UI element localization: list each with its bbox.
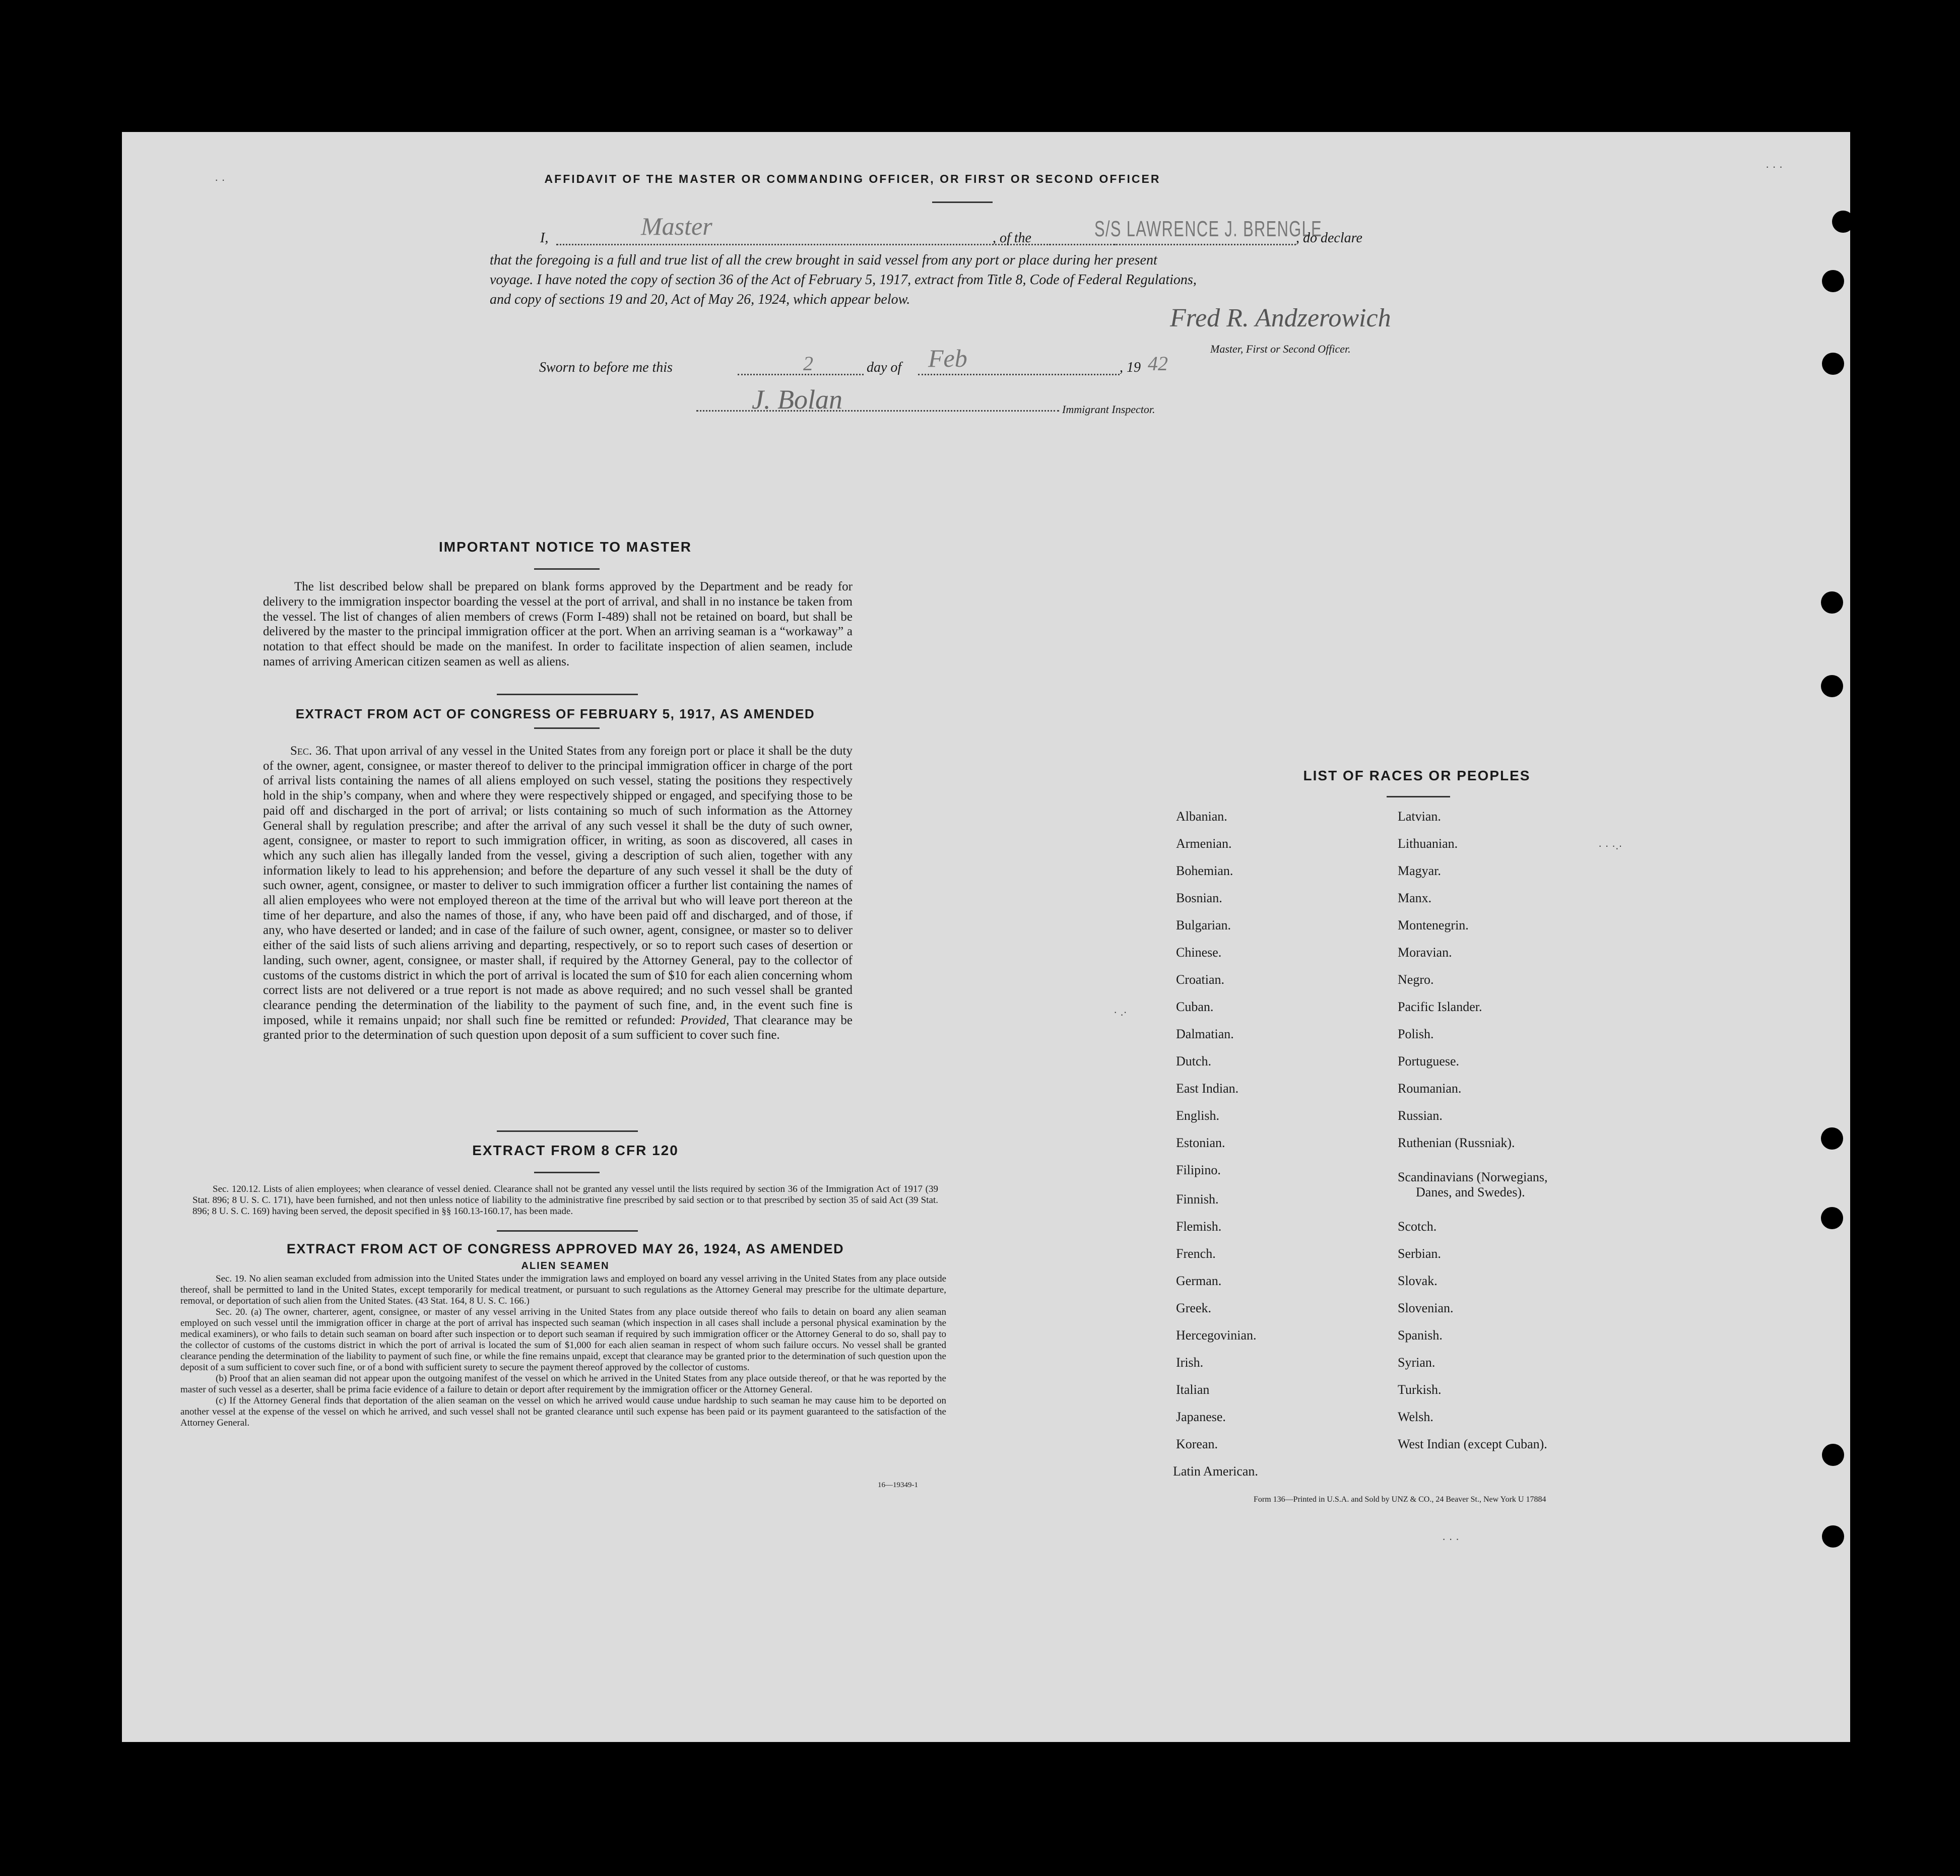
races-title: LIST OF RACES OR PEOPLES bbox=[1303, 768, 1531, 783]
scan-mark: · · bbox=[215, 173, 225, 186]
race-item: Bosnian. bbox=[1176, 891, 1222, 905]
binder-hole bbox=[1822, 353, 1844, 375]
sec-36-text-a: That upon arrival of any vessel in the United States from any foreign port or place it shall be the duty of the owner, agent, consignee, or master thereof to deliver to the principal immigration officer in charge of the port of arrival lists containing the names of all aliens employed on such vessel, stating the positions they respectively hold in the ship’s company, when and where they were respectively shipped or engaged, and specifying those to be paid off and discharged in the port of arrival; or lists containing so much of such information as the Attorney General shall by regulation prescribe; and after the arrival of any such vessel it shall be the duty of such owner, agent, consignee, or master to report to such immigration officer, in writing, as soon as discovered, all cases in which any such alien has illegally landed from the vessel, giving a description of such alien, together with any information likely to lead to his apprehension; and before the departure of any such vessel it shall be the duty of such owner, agent, consignee, or master to deliver to such immigration officer a further list containing the names of all alien employees who were not employed thereon at the time of the arrival but who will leave port thereon at the time of her departure, and also the names of those, if any, who have been paid off and discharged, and of those, if any, who have deserted or landed; and in case of the failure of such owner, agent, consignee, or master so to deliver either of the said lists of such aliens arriving and departing, respectively, or so to report such cases of desertion or landing, such owner, agent, consignee, or master shall, if required by the Attorney General, pay to the collector of customs of the customs district in which the port of arrival is located the sum of $10 for each alien concerning whom correct lists are not delivered or a true report is not made as above required; and no such vessel shall be granted clearance pending the determination of the liability to the payment of such fine, and, in the event such fine is imposed, while it remains unpaid; nor shall such fine be remitted or refunded: bbox=[263, 744, 853, 1027]
print-code: 16—19349-1 bbox=[878, 1481, 918, 1489]
race-item: Dalmatian. bbox=[1176, 1027, 1234, 1041]
race-item: West Indian (except Cuban). bbox=[1398, 1437, 1547, 1451]
binder-hole bbox=[1821, 591, 1843, 614]
scan-mark: · .· bbox=[1114, 1006, 1127, 1018]
race-item: Korean. bbox=[1176, 1437, 1218, 1451]
extract-cfr-rule bbox=[534, 1172, 600, 1173]
race-item: Moravian. bbox=[1398, 945, 1452, 960]
year-hand: 42 bbox=[1148, 352, 1168, 375]
day-of-label: day of bbox=[867, 360, 902, 375]
notice-title-rule bbox=[534, 568, 600, 570]
name-blank bbox=[556, 244, 1116, 245]
inspector-signature: J. Bolan bbox=[752, 384, 842, 415]
race-item: Roumanian. bbox=[1398, 1081, 1462, 1096]
notice-body: The list described below shall be prepared on blank forms approved by the Department and be ready for delivery to the immigration inspector boarding the vessel at the port of arrival, and shall in no instance be taken from the vessel. The list of changes of alien members of crews (Form I-489) shall not be retained on board, but shall be delivered by the master to the principal immigration officer at the port. When an arriving seaman is a “workaway” a notation to that effect should be made on the manifest. In order to facilitate inspection of alien seamen, include names of arriving American citizen seamen as well as aliens. bbox=[263, 580, 853, 668]
race-item: Turkish. bbox=[1398, 1382, 1442, 1397]
affidavit-i-label: I, bbox=[540, 230, 549, 246]
race-item: Magyar. bbox=[1398, 863, 1441, 878]
race-item: English. bbox=[1176, 1108, 1219, 1123]
race-item: Bohemian. bbox=[1176, 863, 1233, 878]
race-item: Russian. bbox=[1398, 1108, 1443, 1123]
race-item: Scotch. bbox=[1398, 1219, 1437, 1234]
notice-rule bbox=[497, 694, 638, 695]
race-item: French. bbox=[1176, 1246, 1216, 1261]
race-item: Greek. bbox=[1176, 1301, 1212, 1315]
sec-20c-text: (c) If the Attorney General finds that deportation of the alien seaman on the vessel on which he arrived would cause undue hardship to such seaman he may cause him to be deported on another vessel at the expense of the vessel on which he arrived, and such vessel shall not be granted clearance until such expense has been paid or its payment guaranteed to the satisfaction of the Attorney General. bbox=[180, 1395, 946, 1428]
race-item: Albanian. bbox=[1176, 809, 1227, 824]
race-item: Chinese. bbox=[1176, 945, 1222, 960]
race-item: Filipino. bbox=[1176, 1163, 1221, 1177]
sworn-day-hand: 2 bbox=[803, 352, 813, 375]
alien-seamen-subtitle: ALIEN SEAMEN bbox=[521, 1260, 610, 1271]
extract-1917-title: EXTRACT FROM ACT OF CONGRESS OF FEBRUARY 5, 1917, AS AMENDED bbox=[295, 706, 815, 721]
extract-1917-end-rule bbox=[497, 1130, 638, 1132]
affidavit-line-2: that the foregoing is a full and true list of all the crew brought in said vessel from any port or place during her present bbox=[490, 252, 1157, 268]
affidavit-title: AFFIDAVIT OF THE MASTER OR COMMANDING OFFICER, OR FIRST OR SECOND OFFICER bbox=[544, 172, 1161, 185]
extract-cfr-end-rule bbox=[497, 1230, 638, 1232]
race-item: Latin American. bbox=[1173, 1464, 1258, 1479]
provided-label: Provided, bbox=[680, 1013, 730, 1027]
extract-1917-body bbox=[263, 744, 853, 1043]
race-item: Lithuanian. bbox=[1398, 836, 1458, 851]
race-item: Negro. bbox=[1398, 972, 1434, 987]
sworn-month-blank bbox=[918, 374, 1120, 375]
extract-1924-title: EXTRACT FROM ACT OF CONGRESS APPROVED MAY 26, 1924, AS AMENDED bbox=[286, 1241, 844, 1256]
vessel-stamp: S/S LAWRENCE J. BRENGLE bbox=[1094, 217, 1323, 241]
race-item: Estonian. bbox=[1176, 1135, 1225, 1150]
races-title-rule bbox=[1387, 796, 1450, 797]
race-item: Scandinavians (Norwegians, bbox=[1398, 1170, 1548, 1184]
race-item: Armenian. bbox=[1176, 836, 1232, 851]
binder-hole bbox=[1832, 211, 1854, 233]
inspector-caption: Immigrant Inspector. bbox=[1062, 403, 1155, 416]
affidavit-line-3: voyage. I have noted the copy of section 36 of the Act of February 5, 1917, extract from Title 8, Code of Federal Regulations, bbox=[490, 272, 1197, 288]
affidavit-line-4: and copy of sections 19 and 20, Act of May 26, 1924, which appear below. bbox=[490, 292, 910, 307]
extract-cfr-title: EXTRACT FROM 8 CFR 120 bbox=[472, 1143, 679, 1158]
race-item: Bulgarian. bbox=[1176, 918, 1231, 932]
affidavit-title-rule bbox=[932, 202, 993, 203]
sec-20a-text: Sec. 20. (a) The owner, charterer, agent, consignee, or master of any vessel arriving in the United States from any place outside thereof who fails to detain on board any alien seaman employed on such vessel until the immigration officer in charge at the port of arrival has inspected such seaman (which inspection in all cases shall include a personal physical examination by the medical examiners), or who fails to detain such seaman on board after such inspection or to deport such seaman if required by such immigration officer or the Attorney General to do so, shall pay to the collector of customs of the customs district in which the port of arrival is located the sum of $1,000 for each alien seaman in respect of whom such failure occurs. No vessel shall be granted clearance pending the determination of the liability to payment of such fine, or while the fine remains unpaid, except that clearance may be granted prior to the determination of such question upon the deposit of a sum sufficient to cover such fine, or of a bond with sufficient surety to secure the payment thereof approved by the collector of customs. bbox=[180, 1307, 946, 1373]
binder-hole bbox=[1822, 1444, 1844, 1466]
form-footer: Form 136—Printed in U.S.A. and Sold by UNZ & CO., 24 Beaver St., New York U 17884 bbox=[1254, 1495, 1546, 1504]
handwritten-title: Master bbox=[641, 212, 712, 240]
race-item: Irish. bbox=[1176, 1355, 1204, 1370]
vessel-blank bbox=[1049, 244, 1296, 245]
extract-cfr-body: Sec. 120.12. Lists of alien employees; when clearance of vessel denied. Clearance shall not be granted any vessel until the lists required by section 36 of the Immigration Act of 1917 (39 Stat. 896; 8 U. S. C. 171), have been furnished, and not then unless notice of liability to the administrative fine prescribed by said section or to that prescribed by section 35 of said Act (39 Stat. 896; 8 U. S. C. 169) having been served, the deposit specified in §§ 160.13-160.17, has been made. bbox=[192, 1184, 938, 1217]
race-item: Syrian. bbox=[1398, 1355, 1435, 1370]
race-item: Dutch. bbox=[1176, 1054, 1212, 1068]
race-item: Japanese. bbox=[1176, 1410, 1226, 1424]
race-item: Welsh. bbox=[1398, 1410, 1433, 1424]
race-item: Croatian. bbox=[1176, 972, 1225, 987]
race-item: Slovak. bbox=[1398, 1274, 1438, 1288]
race-item: Pacific Islander. bbox=[1398, 999, 1482, 1014]
race-item: East Indian. bbox=[1176, 1081, 1239, 1096]
race-item: Danes, and Swedes). bbox=[1416, 1185, 1525, 1199]
binder-hole bbox=[1821, 675, 1843, 697]
sec-36-text-b: That clearance may be granted prior to the determination of such question upon deposit of a sum sufficient to cover such fine. bbox=[263, 1013, 853, 1042]
binder-hole bbox=[1822, 1525, 1844, 1548]
binder-hole bbox=[1821, 1207, 1843, 1229]
year-prefix: , 19 bbox=[1120, 360, 1141, 375]
sworn-day-blank bbox=[738, 374, 864, 375]
extract-1924-body bbox=[180, 1274, 946, 1429]
race-item: Finnish. bbox=[1176, 1192, 1219, 1207]
sworn-month-hand: Feb bbox=[928, 344, 967, 372]
race-item: Cuban. bbox=[1176, 999, 1214, 1014]
race-item: Polish. bbox=[1398, 1027, 1434, 1041]
scan-mark: · · · bbox=[1442, 1532, 1460, 1545]
master-signature: Fred R. Andzerowich bbox=[1170, 304, 1391, 332]
race-item: Ruthenian (Russniak). bbox=[1398, 1135, 1515, 1150]
document-page bbox=[122, 132, 1850, 1742]
affidavit-of-the: , of the bbox=[993, 230, 1031, 246]
race-item: Slovenian. bbox=[1398, 1301, 1454, 1315]
race-item: Flemish. bbox=[1176, 1219, 1222, 1234]
race-item: Portuguese. bbox=[1398, 1054, 1460, 1068]
race-item: Italian bbox=[1176, 1382, 1210, 1397]
sworn-label: Sworn to before me this bbox=[539, 360, 673, 375]
race-item: Spanish. bbox=[1398, 1328, 1443, 1343]
inspector-blank bbox=[696, 410, 1059, 412]
scan-mark: · · · bbox=[1766, 160, 1783, 173]
race-item: Manx. bbox=[1398, 891, 1432, 905]
binder-hole bbox=[1821, 1127, 1843, 1150]
race-item: German. bbox=[1176, 1274, 1222, 1288]
race-item: Latvian. bbox=[1398, 809, 1441, 824]
race-item: Serbian. bbox=[1398, 1246, 1441, 1261]
sec-20b-text: (b) Proof that an alien seaman did not appear upon the outgoing manifest of the vessel on which he arrived in the United States from any place outside thereof, or that he was reported by the master of such vessel as a deserter, shall be prima facie evidence of a failure to detain or deport after requirement by the immigration officer or the Attorney General. bbox=[180, 1373, 946, 1395]
sec-36-label: Sec. 36. bbox=[290, 744, 332, 758]
binder-hole bbox=[1822, 270, 1844, 292]
race-item: Montenegrin. bbox=[1398, 918, 1469, 932]
extract-1917-rule bbox=[534, 727, 600, 729]
master-caption: Master, First or Second Officer. bbox=[1210, 343, 1351, 355]
scan-mark: · · ·.· bbox=[1598, 839, 1622, 852]
affidavit-do-declare: , do declare bbox=[1296, 230, 1362, 246]
race-item: Hercegovinian. bbox=[1176, 1328, 1257, 1343]
notice-title: IMPORTANT NOTICE TO MASTER bbox=[438, 539, 692, 555]
sec-19-text: Sec. 19. No alien seaman excluded from admission into the United States under the immigration laws and employed on board any vessel arriving in the United States from any place outside thereof, shall be permitted to land in the United States, except temporarily for medical treatment, or pursuant to such regulations as the Attorney General may prescribe for the ultimate departure, removal, or deportation of such alien from the United States. (43 Stat. 164, 8 U. S. C. 166.) bbox=[180, 1274, 946, 1306]
